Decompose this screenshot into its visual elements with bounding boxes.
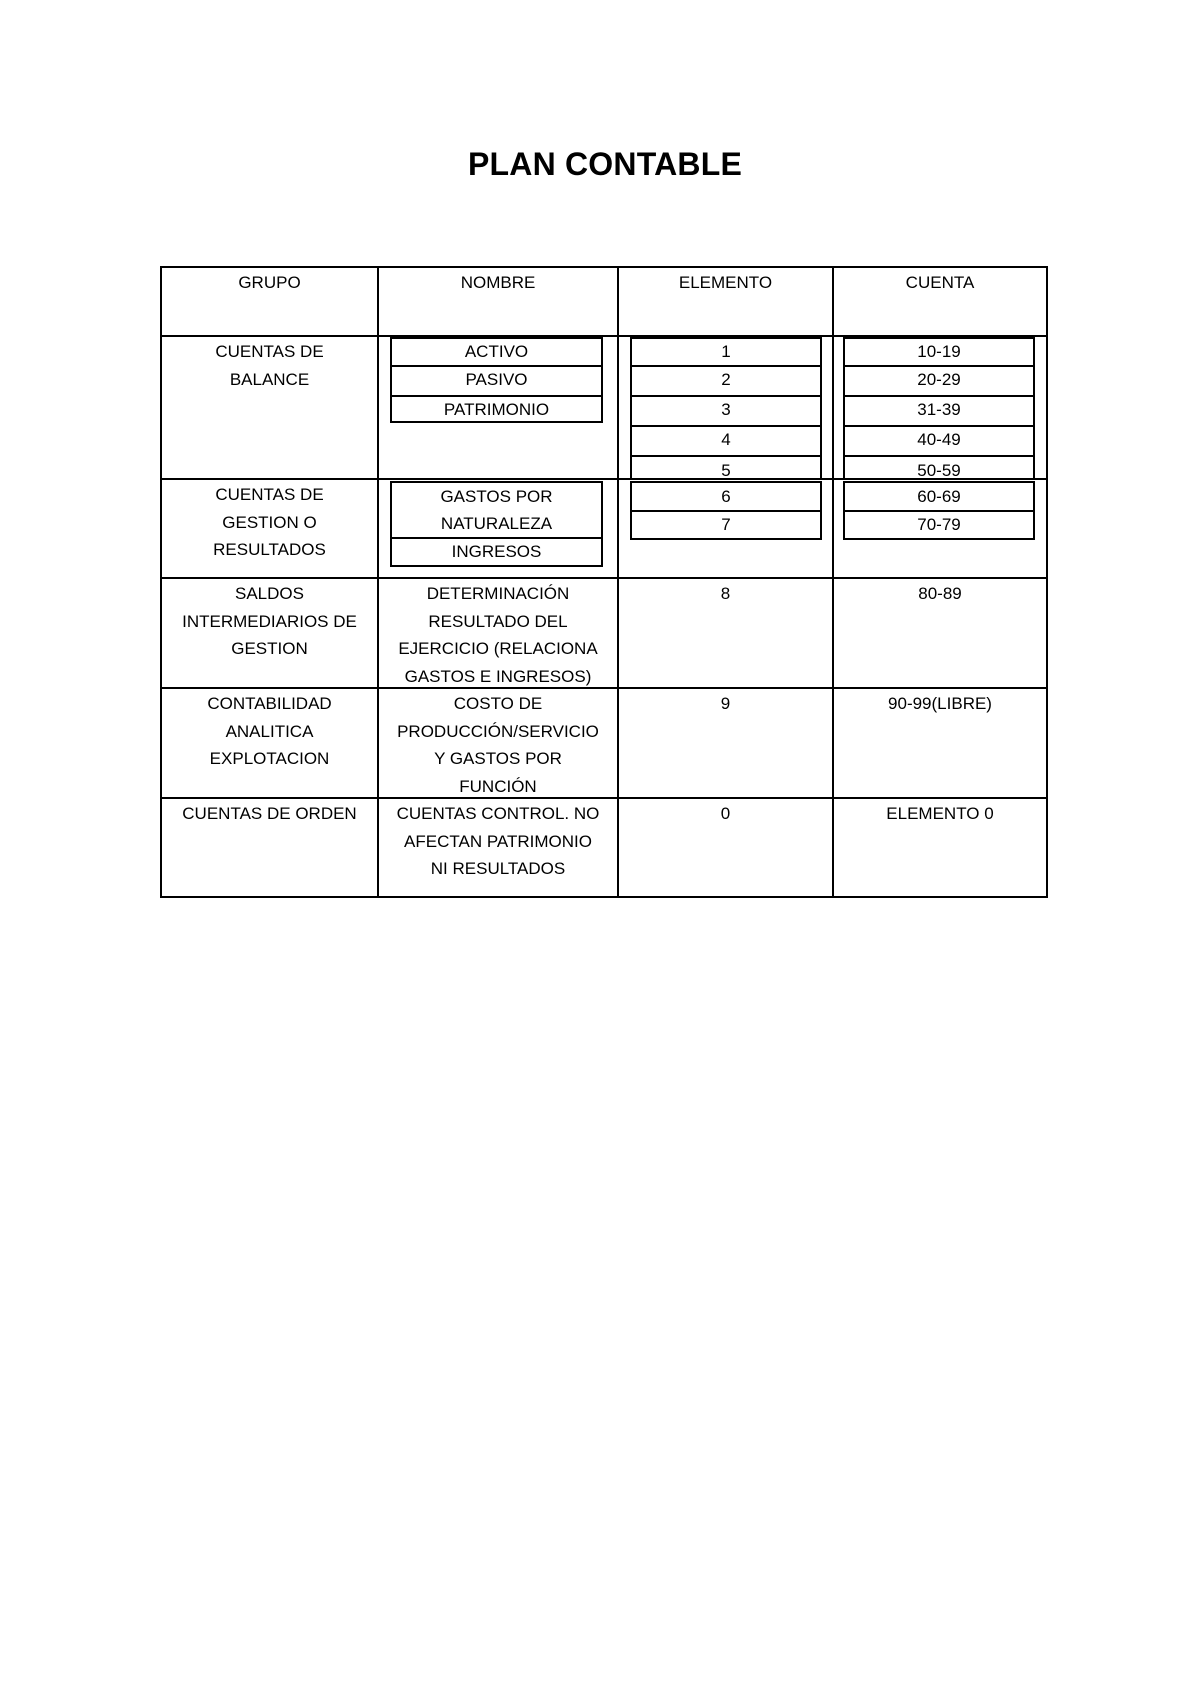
nombre-gastos-por-naturaleza: GASTOS POR NATURALEZA: [440, 487, 553, 533]
nombre-costo-de-produccion: COSTO DE PRODUCCIÓN/SERVICIO Y GASTOS POR FUNCIÓN: [397, 694, 599, 796]
gestion-cuenta-box: [843, 481, 1035, 540]
cuenta-31-39: 31-39: [845, 395, 1033, 425]
nombre-pasivo: PASIVO: [392, 365, 601, 395]
table-border-bottom: [160, 896, 1048, 898]
balance-nombre-box: [390, 337, 603, 423]
cuenta-90-99-libre: 90-99(LIBRE): [888, 694, 992, 713]
table-border-right: [1046, 266, 1048, 898]
grupo-cuentas-de-balance: CUENTAS DE BALANCE: [215, 342, 324, 389]
grupo-saldos-intermediarios: SALDOS INTERMEDIARIOS DE GESTION: [182, 584, 357, 658]
balance-elemento-box: [630, 337, 822, 480]
elemento-7: 7: [632, 510, 820, 540]
elemento-1: 1: [721, 342, 731, 361]
table-border-top: [160, 266, 1048, 268]
nombre-activo: ACTIVO: [464, 342, 529, 361]
header-grupo: GRUPO: [238, 273, 301, 292]
table-row-divider: [160, 577, 1048, 579]
nombre-ingresos: INGRESOS: [392, 537, 601, 567]
nombre-patrimonio: PATRIMONIO: [392, 395, 601, 425]
grupo-contabilidad-analitica: CONTABILIDAD ANALITICA EXPLOTACION: [207, 694, 332, 768]
elemento-9: 9: [720, 694, 731, 713]
grupo-cuentas-de-gestion: CUENTAS DE GESTION O RESULTADOS: [213, 485, 326, 559]
cuenta-70-79: 70-79: [845, 510, 1033, 540]
page-title: PLAN CONTABLE: [468, 146, 742, 182]
header-cuenta: CUENTA: [905, 273, 975, 292]
elemento-5: 5: [632, 455, 820, 486]
elemento-2: 2: [632, 365, 820, 395]
gestion-nombre-box: [390, 481, 603, 567]
cuenta-50-59: 50-59: [845, 455, 1033, 486]
nombre-cuentas-control: CUENTAS CONTROL. NO AFECTAN PATRIMONIO NI RESULTADOS: [396, 804, 600, 878]
grupo-cuentas-de-orden: CUENTAS DE ORDEN: [182, 804, 357, 823]
elemento-4: 4: [632, 425, 820, 455]
nombre-determinacion-resultado: DETERMINACIÓN RESULTADO DEL EJERCICIO (RELACIONA GASTOS E INGRESOS): [398, 584, 598, 686]
elemento-3: 3: [632, 395, 820, 425]
balance-cuenta-box: [843, 337, 1035, 480]
elemento-8: 8: [720, 584, 731, 603]
elemento-0: 0: [720, 804, 731, 823]
cuenta-10-19: 10-19: [917, 342, 961, 361]
cuenta-40-49: 40-49: [845, 425, 1033, 455]
cuenta-80-89: 80-89: [918, 584, 962, 603]
gestion-elemento-box: [630, 481, 822, 540]
header-nombre: NOMBRE: [460, 273, 536, 292]
elemento-6: 6: [721, 487, 731, 506]
cuenta-elemento-0: ELEMENTO 0: [886, 804, 994, 823]
cuenta-20-29: 20-29: [845, 365, 1033, 395]
header-elemento: ELEMENTO: [678, 273, 773, 292]
cuenta-60-69: 60-69: [917, 487, 961, 506]
